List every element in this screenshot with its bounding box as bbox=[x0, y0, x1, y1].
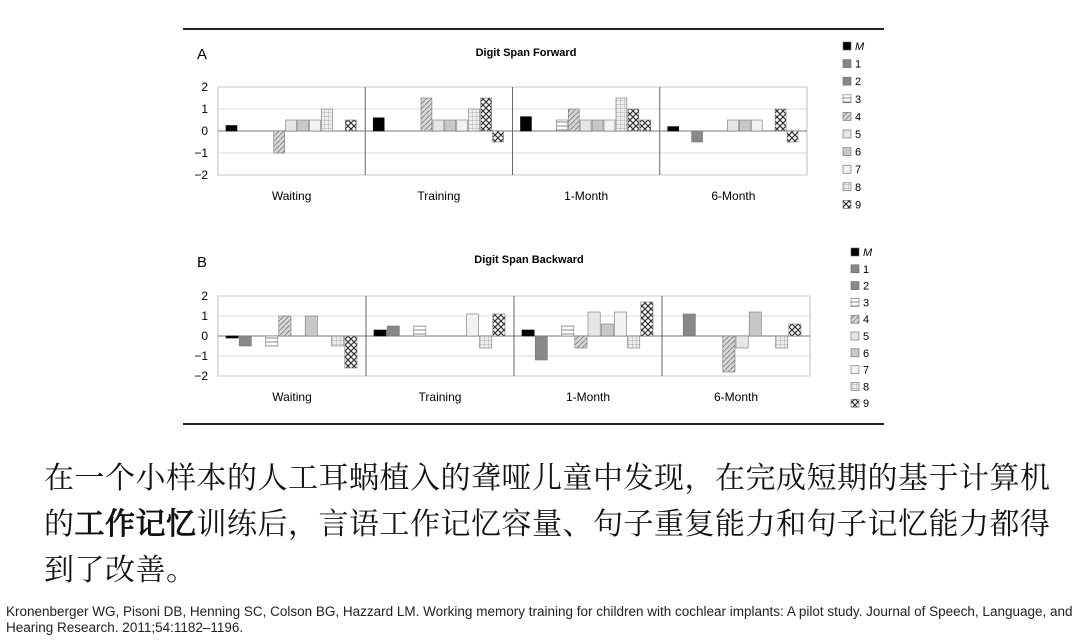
legend-label: 7 bbox=[863, 364, 870, 377]
legend-label: 8 bbox=[855, 181, 862, 194]
y-tick-label: −1 bbox=[194, 146, 208, 160]
panel-a-label: A bbox=[197, 46, 208, 63]
bar-9-6-Month bbox=[789, 324, 801, 336]
legend-swatch bbox=[851, 282, 859, 290]
legend-swatch bbox=[851, 382, 859, 390]
bar-1-1-Month bbox=[535, 336, 547, 360]
legend-swatch bbox=[851, 265, 859, 273]
legend-label: 6 bbox=[855, 146, 862, 159]
bar-M-Training bbox=[373, 118, 384, 131]
bar-7-6-Month bbox=[751, 120, 762, 131]
panel-a bbox=[194, 46, 807, 203]
x-tick-label: 1-Month bbox=[564, 189, 609, 203]
bar-7-Training bbox=[457, 120, 468, 131]
y-tick-label: 0 bbox=[201, 124, 208, 138]
bar-4-6-Month bbox=[723, 336, 735, 372]
bar-M-1-Month bbox=[521, 117, 532, 131]
legend-swatch bbox=[851, 332, 859, 340]
x-tick-label: Waiting bbox=[271, 189, 312, 203]
bar-10-1-Month bbox=[640, 120, 651, 131]
y-tick-label: 0 bbox=[201, 329, 208, 343]
x-tick-label: 6-Month bbox=[713, 390, 759, 404]
y-tick-label: −1 bbox=[194, 349, 208, 363]
legend-swatch bbox=[843, 77, 851, 85]
legend-swatch bbox=[851, 298, 859, 306]
bar-8-1-Month bbox=[628, 336, 640, 348]
legend-b bbox=[851, 247, 873, 410]
bar-M-1-Month bbox=[522, 330, 534, 336]
legend-swatch bbox=[843, 148, 851, 156]
bar-8-Training bbox=[480, 336, 492, 348]
bar-M-Waiting bbox=[226, 126, 237, 132]
bar-M-Training bbox=[374, 330, 386, 336]
legend-swatch bbox=[851, 366, 859, 374]
bar-6-Training bbox=[445, 120, 456, 131]
legend-swatch bbox=[851, 315, 859, 323]
y-tick-label: −2 bbox=[194, 369, 208, 383]
bar-4-1-Month bbox=[568, 109, 579, 131]
bar-6-1-Month bbox=[592, 120, 603, 131]
legend-label: 1 bbox=[855, 58, 862, 71]
bar-3-1-Month bbox=[556, 120, 567, 131]
legend-swatch bbox=[843, 42, 851, 50]
legend-label: 9 bbox=[863, 398, 870, 411]
bar-5-Waiting bbox=[286, 120, 297, 131]
bar-3-1-Month bbox=[562, 326, 574, 336]
legend-label: 5 bbox=[863, 331, 870, 343]
bar-9-1-Month bbox=[641, 302, 653, 336]
bar-3-Training bbox=[414, 326, 426, 336]
bar-8-Waiting bbox=[321, 109, 332, 131]
legend-label: M bbox=[855, 41, 865, 53]
legend-swatch bbox=[851, 349, 859, 357]
legend-swatch bbox=[851, 399, 859, 407]
legend-swatch bbox=[843, 183, 851, 191]
bar-9-1-Month bbox=[628, 109, 639, 131]
panel-b bbox=[194, 254, 810, 404]
legend-label: 3 bbox=[855, 93, 862, 106]
bar-2-6-Month bbox=[692, 131, 703, 142]
bar-9-Training bbox=[493, 314, 505, 336]
bar-9-Training bbox=[481, 98, 492, 131]
bar-7-1-Month bbox=[614, 312, 626, 336]
bar-6-6-Month bbox=[739, 120, 750, 131]
bar-8-6-Month bbox=[776, 336, 788, 348]
y-tick-label: 1 bbox=[201, 102, 208, 116]
bar-9-6-Month bbox=[775, 109, 786, 131]
bar-5-6-Month bbox=[736, 336, 748, 348]
legend-label: 6 bbox=[863, 347, 870, 360]
bar-1-Training bbox=[387, 326, 399, 336]
bar-4-1-Month bbox=[575, 336, 587, 348]
legend-label: 4 bbox=[863, 314, 870, 327]
x-tick-label: Training bbox=[418, 390, 462, 404]
bar-4-Waiting bbox=[279, 316, 291, 336]
bar-7-1-Month bbox=[604, 120, 615, 131]
bar-1-6-Month bbox=[683, 314, 695, 336]
bar-6-6-Month bbox=[749, 312, 761, 336]
legend-label: M bbox=[863, 247, 873, 259]
reference: Kronenberger WG, Pisoni DB, Henning SC, Colson BG, Hazzard LM. Working memory training for children with cochlear implants: A pilot study. Journal of Speech, Language, and Hearing Research. 2011;54:1182–1196. bbox=[6, 604, 1073, 635]
bar-10-Training bbox=[493, 131, 504, 142]
legend-label: 5 bbox=[855, 129, 862, 141]
legend-a bbox=[843, 41, 865, 211]
legend-swatch bbox=[843, 112, 851, 120]
legend-label: 1 bbox=[863, 263, 870, 276]
legend-swatch bbox=[843, 60, 851, 68]
y-tick-label: −2 bbox=[194, 168, 208, 182]
legend-label: 7 bbox=[855, 164, 862, 177]
panel-a-title: Digit Span Forward bbox=[475, 47, 577, 59]
legend-label: 4 bbox=[855, 111, 862, 124]
legend-swatch bbox=[843, 95, 851, 103]
panel-b-title: Digit Span Backward bbox=[474, 254, 584, 266]
bar-5-1-Month bbox=[580, 120, 591, 131]
legend-label: 8 bbox=[863, 381, 870, 394]
legend-swatch bbox=[851, 248, 859, 256]
bar-7-Training bbox=[466, 314, 478, 336]
bar-6-1-Month bbox=[601, 324, 613, 336]
panel-b-label: B bbox=[197, 254, 208, 271]
bar-3-Waiting bbox=[266, 336, 278, 346]
caption-part2: 训练后，言语工作记忆容量、句子重复能力和句子记忆能力都得到了改善。 bbox=[44, 507, 1051, 588]
bar-10-6-Month bbox=[787, 131, 798, 142]
bar-8-Training bbox=[469, 109, 480, 131]
bar-8-1-Month bbox=[616, 98, 627, 131]
legend-label: 9 bbox=[855, 199, 862, 212]
x-tick-label: 1-Month bbox=[565, 390, 611, 404]
bar-10-Waiting bbox=[345, 120, 356, 131]
legend-label: 3 bbox=[863, 297, 870, 310]
bar-M-Waiting bbox=[226, 336, 238, 338]
caption-bold: 工作记忆 bbox=[74, 507, 197, 542]
y-tick-label: 2 bbox=[201, 289, 208, 303]
y-tick-label: 2 bbox=[201, 80, 208, 94]
legend-swatch bbox=[843, 130, 851, 138]
x-tick-label: Training bbox=[417, 189, 461, 203]
bar-5-6-Month bbox=[727, 120, 738, 131]
legend-label: 2 bbox=[863, 280, 870, 293]
y-tick-label: 1 bbox=[201, 309, 208, 323]
bar-9-Waiting bbox=[345, 336, 357, 368]
x-tick-label: Waiting bbox=[272, 390, 312, 404]
bar-6-Waiting bbox=[305, 316, 317, 336]
bar-M-6-Month bbox=[668, 127, 679, 131]
legend-swatch bbox=[843, 165, 851, 173]
caption-part1: 在一个小样本的人工耳蜗植入的聋哑儿童中发现，在完成短期的基于计算机的 bbox=[44, 461, 1051, 542]
bar-4-Waiting bbox=[274, 131, 285, 153]
bar-1-Waiting bbox=[239, 336, 251, 346]
legend-label: 2 bbox=[855, 76, 862, 89]
bar-7-Waiting bbox=[310, 120, 321, 131]
bar-5-1-Month bbox=[588, 312, 600, 336]
legend-swatch bbox=[843, 200, 851, 208]
bar-6-Waiting bbox=[298, 120, 309, 131]
bar-8-Waiting bbox=[332, 336, 344, 346]
caption bbox=[44, 456, 1054, 594]
bar-5-Training bbox=[433, 120, 444, 131]
bar-4-Training bbox=[421, 98, 432, 131]
x-tick-label: 6-Month bbox=[711, 189, 756, 203]
